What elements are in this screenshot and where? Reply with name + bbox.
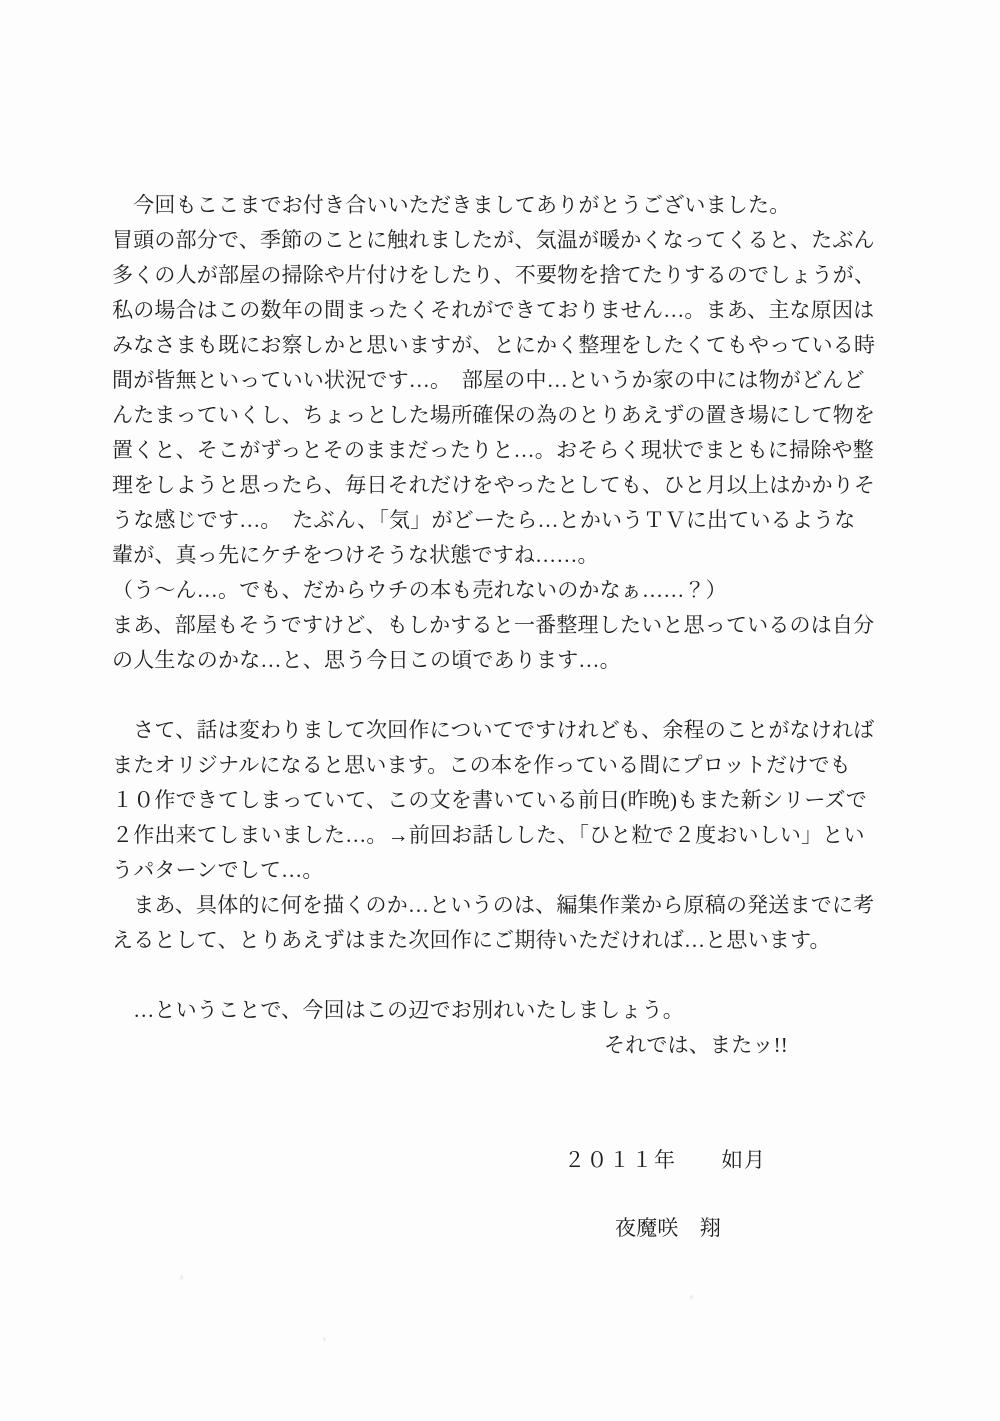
paragraph-2 — [112, 713, 902, 958]
text-line: 多くの人が部屋の掃除や片付けをしたり、不要物を捨てたりするのでしょうが、 — [112, 263, 876, 287]
text-line: んたまっていくし、ちょっとした場所確保の為のとりあえずの置き場にして物を — [112, 403, 876, 427]
text-line: 輩が、真っ先にケチをつけそうな状態ですね……。 — [112, 543, 599, 567]
text-line: 間が皆無といっていい状況です…。 部屋の中…というか家の中には物がどんど — [112, 368, 865, 392]
closing-paragraph — [112, 993, 902, 1063]
text-line: うな感じです…。 たぶん、「気」がどーたら…とかいうＴＶに出ているような — [112, 508, 856, 532]
text-line: 置くと、そこがずっとそのままだったりと…。おそらく現状でまともに掃除や整 — [112, 438, 874, 462]
text-line: 今回もここまでお付き合いいただきましてありがとうございました。 — [112, 193, 791, 217]
scan-speck — [180, 1275, 183, 1280]
text-line: みなさまも既にお察しかと思いますが、とにかく整理をしたくてもやっている時 — [112, 333, 876, 357]
text-line: まあ、部屋もそうですけど、もしかすると一番整理したいと思っているのは自分 — [112, 613, 875, 637]
text-line: うパターンでして…。 — [112, 858, 324, 882]
text-line: 私の場合はこの数年の間まったくそれができておりません…。まあ、主な原因は — [112, 298, 875, 322]
text-line: （う～ん…。でも、だからウチの本も売れないのかなぁ……？） — [112, 578, 727, 602]
closing-line: …ということで、今回はこの辺でお別れいたしましょう。 — [112, 998, 684, 1022]
text-line: 理をしようと思ったら、毎日それだけをやったとしても、ひと月以上はかかりそ — [112, 473, 876, 497]
text-line: 冒頭の部分で、季節のことに触れましたが、気温が暖かくなってくると、たぶん — [112, 228, 875, 252]
farewell-line: それでは、またッ!! — [604, 1033, 788, 1057]
text-line: まあ、具体的に何を描くのか…というのは、編集作業から原稿の発送までに考 — [112, 893, 875, 917]
paragraph-spacer — [112, 958, 902, 993]
paragraph-1 — [112, 188, 902, 678]
scan-speck — [690, 1295, 693, 1299]
text-line: またオリジナルになると思います。この本を作っている間にプロットだけでも — [112, 753, 851, 777]
text-line: さて、話は変わりまして次回作についてですけれども、余程のことがなければ — [112, 718, 875, 742]
text-line: えるとして、とりあえずはまた次回作にご期待いただければ…と思います。 — [112, 928, 831, 952]
paragraph-spacer — [112, 678, 902, 713]
scan-speck — [323, 1337, 326, 1341]
afterword-text-block — [112, 188, 902, 1246]
author-signature: 夜魔咲 翔 — [615, 1216, 721, 1240]
text-line: の人生なのかな…と、思う今日この頃であります…。 — [112, 648, 621, 672]
text-line: ２作出来てしまいました…。→前回お話しした、「ひと粒で２度おいしい」とい — [112, 823, 865, 847]
text-line: １０作できてしまっていて、この文を書いている前日(昨晩)もまた新シリーズで — [112, 788, 867, 812]
date-line: ２０１１年 如月 — [564, 1148, 767, 1172]
